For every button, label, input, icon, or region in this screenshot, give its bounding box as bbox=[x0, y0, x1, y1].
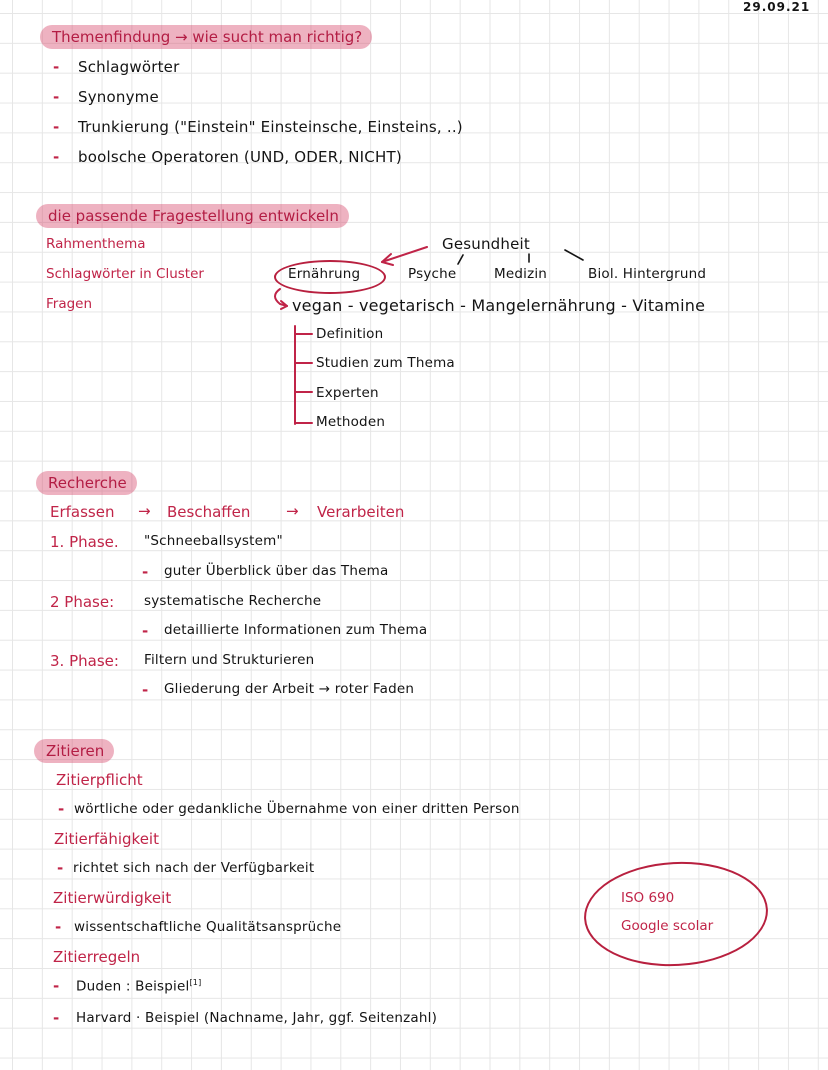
term-desc: wörtliche oder gedankliche Übernahme von einer dritten Person bbox=[74, 801, 520, 817]
note-line: ISO 690 bbox=[621, 890, 675, 906]
rule-duden bbox=[76, 978, 201, 995]
question-item: Studien zum Thema bbox=[316, 355, 455, 371]
list-item: boolsche Operatoren (UND, ODER, NICHT) bbox=[78, 148, 402, 166]
flow-arrow: → bbox=[286, 502, 299, 520]
term-desc: wissentschaftliche Qualitätsansprüche bbox=[74, 919, 342, 935]
label-rahmenthema: Rahmenthema bbox=[46, 236, 146, 252]
mindmap-branch: Ernährung bbox=[288, 266, 361, 282]
phase-detail: guter Überblick über das Thema bbox=[164, 563, 389, 579]
question-item: Definition bbox=[316, 326, 384, 342]
flow-step: Verarbeiten bbox=[317, 503, 405, 521]
bracket-tree bbox=[295, 326, 312, 424]
term-label: Zitierregeln bbox=[53, 948, 141, 966]
rule-harvard bbox=[76, 1010, 437, 1026]
bullet-dash: - bbox=[53, 118, 60, 136]
label-fragen: Fragen bbox=[46, 296, 93, 312]
phase-detail: Gliederung der Arbeit → roter Faden bbox=[164, 681, 415, 697]
phase-label: 1. Phase. bbox=[50, 533, 119, 551]
list-item: Synonyme bbox=[78, 88, 159, 106]
bullet-dash: - bbox=[55, 918, 62, 936]
bullet-dash: - bbox=[142, 622, 149, 640]
date-label: 29.09.21 bbox=[743, 0, 811, 14]
heading-recherche: Recherche bbox=[36, 471, 137, 495]
phase-label: 2 Phase: bbox=[50, 593, 115, 611]
flow-step: Beschaffen bbox=[167, 503, 251, 521]
mindmap-branch: Medizin bbox=[494, 266, 548, 282]
bullet-dash: - bbox=[142, 563, 149, 581]
question-item: Experten bbox=[316, 385, 379, 401]
bullet-dash: - bbox=[142, 681, 149, 699]
term-label: Zitierpflicht bbox=[56, 771, 143, 789]
list-item: Trunkierung ("Einstein" Einsteinsche, Einsteins, ..) bbox=[78, 118, 463, 136]
question-item: Methoden bbox=[316, 414, 386, 430]
mindmap-root: Gesundheit bbox=[442, 235, 530, 253]
rule-name: Harvard bbox=[76, 1010, 132, 1026]
bullet-dash: - bbox=[53, 88, 60, 106]
bullet-dash: - bbox=[53, 1009, 60, 1027]
mindmap-branch: Biol. Hintergrund bbox=[588, 266, 707, 282]
phase-title: "Schneeballsystem" bbox=[144, 533, 283, 549]
phase-title: systematische Recherche bbox=[144, 593, 322, 609]
heading-themenfindung: Themenfindung → wie sucht man richtig? bbox=[40, 25, 372, 49]
rule-text: Beispiel bbox=[135, 978, 190, 995]
rule-text: Beispiel (Nachname, Jahr, ggf. Seitenzahl) bbox=[145, 1010, 438, 1026]
bullet-dash: - bbox=[57, 859, 64, 877]
phase-label: 3. Phase: bbox=[50, 652, 119, 670]
heading-fragestellung: die passende Fragestellung entwickeln bbox=[36, 204, 349, 228]
arrow-icon bbox=[382, 247, 427, 265]
list-item: Schlagwörter bbox=[78, 58, 180, 76]
term-label: Zitierwürdigkeit bbox=[53, 889, 172, 907]
rule-sep: : bbox=[125, 978, 131, 995]
heading-zitieren: Zitieren bbox=[34, 739, 114, 763]
bullet-dash: - bbox=[53, 977, 60, 995]
flow-arrow: → bbox=[138, 502, 151, 520]
curved-arrow-icon bbox=[275, 289, 287, 309]
note-line: Google scolar bbox=[621, 918, 714, 934]
term-desc: richtet sich nach der Verfügbarkeit bbox=[73, 860, 315, 876]
mindmap-subtopics: vegan - vegetarisch - Mangelernährung - Vitamine bbox=[292, 296, 706, 315]
bullet-dash: - bbox=[58, 800, 65, 818]
phase-title: Filtern und Strukturieren bbox=[144, 652, 315, 668]
phase-detail: detaillierte Informationen zum Thema bbox=[164, 622, 428, 638]
bullet-dash: - bbox=[53, 148, 60, 166]
rule-sep: · bbox=[136, 1010, 141, 1026]
footnote-ref: [1] bbox=[189, 978, 202, 987]
note-circle bbox=[581, 857, 770, 970]
bullet-dash: - bbox=[53, 58, 60, 76]
term-label: Zitierfähigkeit bbox=[54, 830, 159, 848]
label-schlagwoerter: Schlagwörter in Cluster bbox=[46, 266, 204, 282]
rule-name: Duden bbox=[76, 978, 122, 995]
mindmap-branch: Psyche bbox=[408, 266, 457, 282]
flow-step: Erfassen bbox=[50, 503, 115, 521]
